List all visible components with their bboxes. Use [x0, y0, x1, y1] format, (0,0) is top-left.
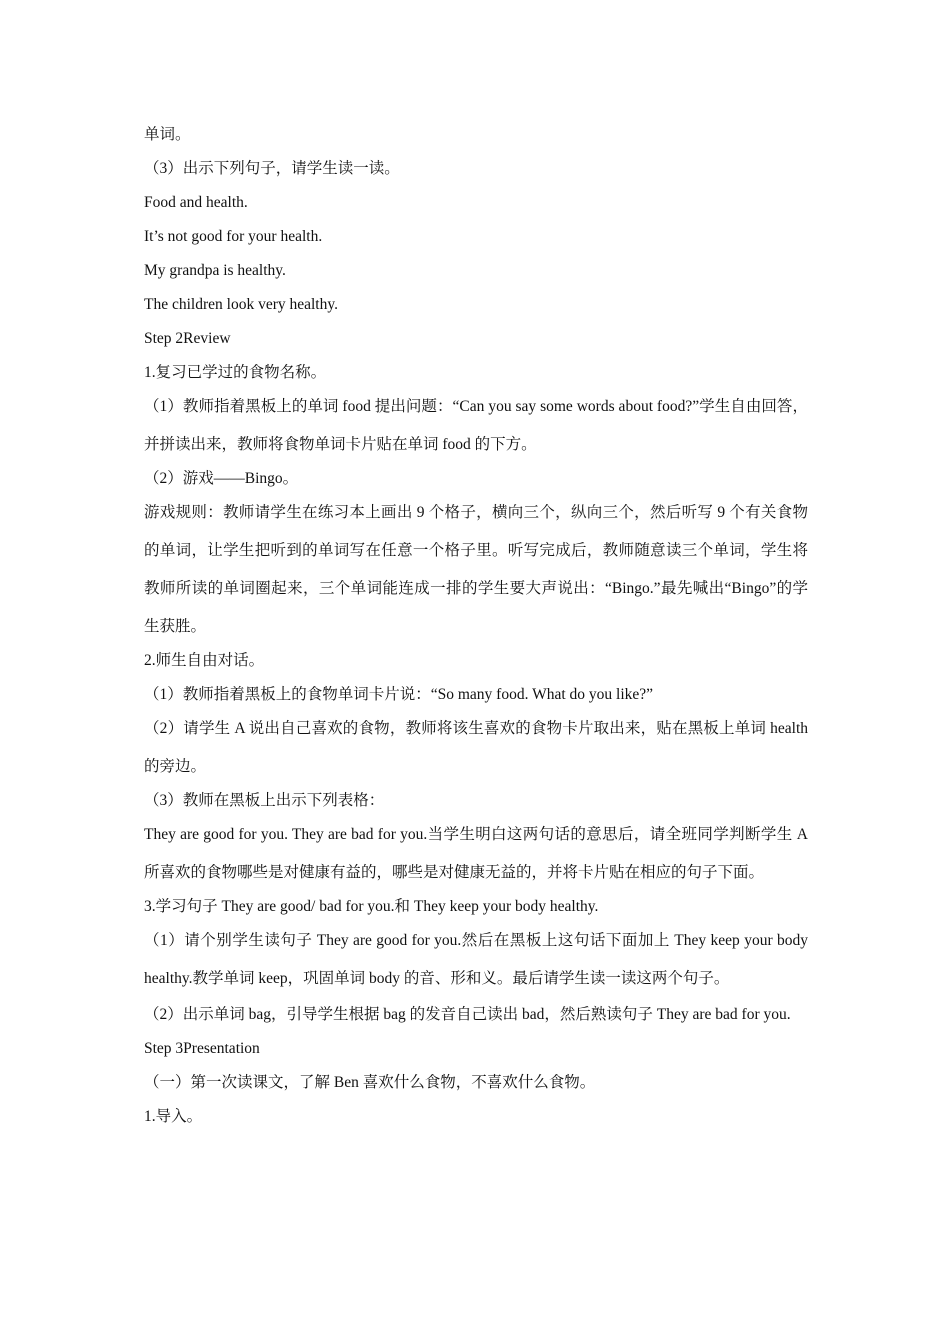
step-heading: Step 3Presentation — [144, 1040, 260, 1057]
text-line: My grandpa is healthy. — [144, 262, 286, 279]
text-line: （1）教师指着黑板上的食物单词卡片说：“So many food. What do you like?” — [144, 686, 654, 703]
document-page — [144, 118, 808, 1134]
section-heading: 1.导入。 — [144, 1108, 203, 1125]
paragraph: （2）出示单词 bag，引导学生根据 bag 的发音自己读出 bad，然后熟读句子 They are bad for you. — [144, 1006, 791, 1023]
text-line: It’s not good for your health. — [144, 228, 323, 245]
text-line: （一）第一次读课文，了解 Ben 喜欢什么食物，不喜欢什么食物。 — [144, 1074, 596, 1091]
paragraph: 游戏规则：教师请学生在练习本上画出 9 个格子，横向三个，纵向三个，然后听写 9 个有关食物的单词，让学生把听到的单词写在任意一个格子里。听写完成后，教师随意读三个单词，学生将教师所读的单词圈起来，三个单词能连成一排的学生要大声说出：“Bingo.”最先喊出“Bingo”的学生获胜。 — [144, 504, 808, 635]
section-heading: 2.师生自由对话。 — [144, 652, 265, 669]
text-line: （3）教师在黑板上出示下列表格： — [144, 792, 385, 809]
text-line: 单词。 — [144, 126, 191, 143]
paragraph: （1）请个别学生读句子 They are good for you.然后在黑板上这句话下面加上 They keep your body healthy.教学单词 keep，巩固单词 body 的音、形和义。最后请学生读一读这两个句子。 — [144, 932, 808, 987]
section-heading: 3.学习句子 They are good/ bad for you.和 They keep your body healthy. — [144, 898, 599, 915]
paragraph: （1）教师指着黑板上的单词 food 提出问题：“Can you say some words about food?”学生自由回答，并拼读出来，教师将食物单词卡片贴在单词 food 的下方。 — [144, 398, 808, 453]
text-line: Food and health. — [144, 194, 248, 211]
step-heading: Step 2Review — [144, 330, 231, 347]
text-line: The children look very healthy. — [144, 296, 338, 313]
paragraph: （2）请学生 A 说出自己喜欢的食物，教师将该生喜欢的食物卡片取出来，贴在黑板上单词 health 的旁边。 — [144, 720, 808, 775]
text-line: （2）游戏——Bingo。 — [144, 470, 299, 487]
text-line: （3）出示下列句子，请学生读一读。 — [144, 160, 400, 177]
paragraph: They are good for you. They are bad for you.当学生明白这两句话的意思后，请全班同学判断学生 A 所喜欢的食物哪些是对健康有益的，哪些是对健康无益的，并将卡片贴在相应的句子下面。 — [144, 826, 808, 881]
section-heading: 1.复习已学过的食物名称。 — [144, 364, 327, 381]
